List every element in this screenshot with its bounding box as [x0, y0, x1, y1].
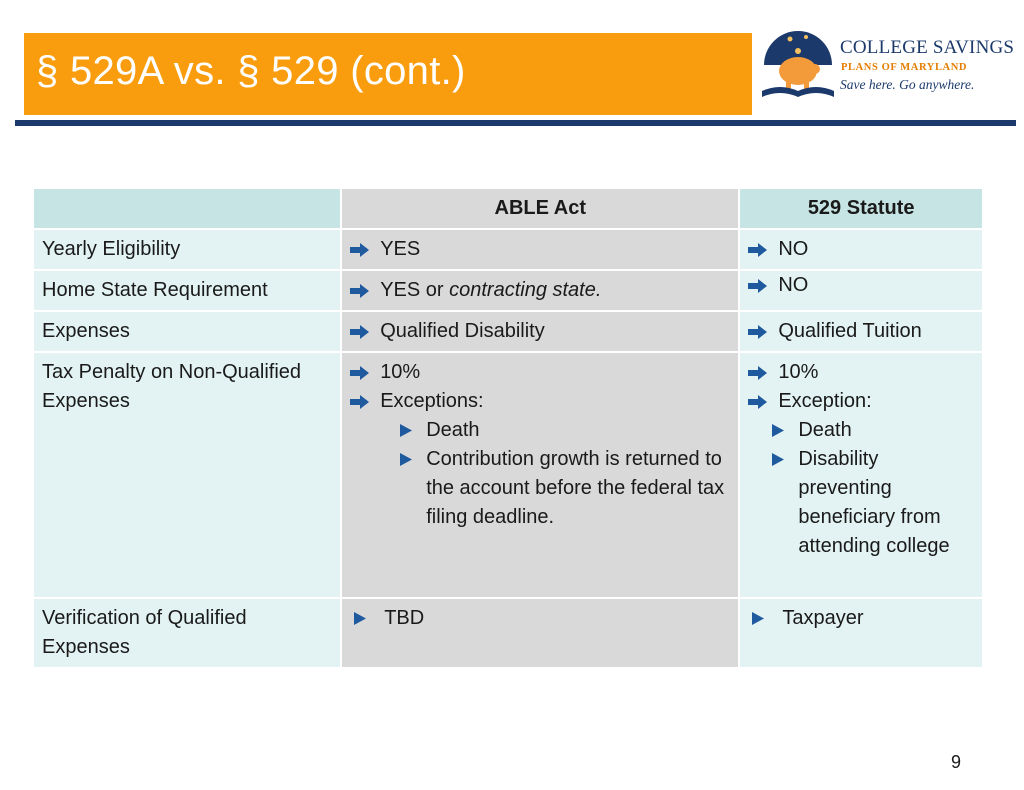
- able-yearly-cell: [342, 230, 738, 269]
- header-able-act: ABLE Act: [342, 189, 738, 228]
- able-penalty-rate: 10%: [380, 361, 421, 383]
- able-exception-item: Contribution growth is returned to the account before the federal tax filing deadline.: [426, 448, 725, 528]
- s529-exception-item: Disability preventing beneficiary from attending college: [798, 448, 950, 557]
- table-row: [34, 353, 982, 597]
- triangle-bullet-icon: [772, 416, 798, 445]
- row-label-tax-penalty: Tax Penalty on Non-Qualified Expenses: [34, 353, 340, 597]
- header-rule: [15, 120, 1016, 126]
- s529-expenses-value: Qualified Tuition: [778, 320, 922, 342]
- table-row: [34, 230, 982, 269]
- s529-exception-label: Exception:: [778, 390, 872, 412]
- s529-expenses-cell: [740, 312, 982, 351]
- page-number: 9: [951, 752, 962, 772]
- arrow-bullet-icon: [748, 235, 778, 264]
- able-tax-penalty-cell: [342, 353, 738, 597]
- s529-verification-cell: [740, 599, 982, 667]
- triangle-bullet-icon: [772, 445, 798, 474]
- row-label-verification: Verification of Qualified Expenses: [34, 599, 340, 667]
- s529-yearly-value: NO: [778, 238, 809, 260]
- table-header-row: [34, 189, 982, 228]
- arrow-bullet-icon: [350, 358, 380, 387]
- arrow-bullet-icon: [748, 358, 778, 387]
- arrow-bullet-icon: [350, 276, 380, 305]
- arrow-bullet-icon: [748, 387, 778, 416]
- header-blank-cell: [34, 189, 340, 228]
- logo-subtitle: PLANS OF MARYLAND: [841, 62, 968, 73]
- s529-penalty-rate: 10%: [778, 361, 819, 383]
- able-expenses-value: Qualified Disability: [380, 320, 545, 342]
- title-bar: [24, 33, 752, 115]
- s529-tax-penalty-cell: [740, 353, 982, 597]
- able-home-state-italic: contracting state.: [449, 279, 602, 301]
- college-savings-logo: [758, 25, 1018, 105]
- triangle-bullet-icon: [400, 416, 426, 445]
- piggy-bank-book-icon: [758, 25, 838, 101]
- arrow-bullet-icon: [748, 271, 778, 300]
- header-529-statute: 529 Statute: [740, 189, 982, 228]
- s529-home-state-cell: [740, 271, 982, 310]
- logo-tagline: Save here. Go anywhere.: [840, 77, 975, 92]
- slide-title: § 529A vs. § 529 (cont.): [36, 49, 466, 93]
- arrow-bullet-icon: [350, 235, 380, 264]
- s529-yearly-cell: [740, 230, 982, 269]
- arrow-bullet-icon: [748, 317, 778, 346]
- comparison-table: [32, 187, 984, 669]
- triangle-bullet-icon: [748, 604, 782, 633]
- able-verification-cell: [342, 599, 738, 667]
- able-exception-item: Death: [426, 419, 480, 441]
- s529-verification-value: Taxpayer: [782, 607, 864, 629]
- arrow-bullet-icon: [350, 317, 380, 346]
- arrow-bullet-icon: [350, 387, 380, 416]
- s529-home-state-value: NO: [778, 274, 809, 296]
- able-expenses-cell: [342, 312, 738, 351]
- table-row: [34, 312, 982, 351]
- able-home-state-cell: [342, 271, 738, 310]
- triangle-bullet-icon: [400, 445, 426, 474]
- row-label-yearly: Yearly Eligibility: [34, 230, 340, 269]
- table-row: [34, 599, 982, 667]
- able-yearly-value: YES: [380, 238, 421, 260]
- table-row: [34, 271, 982, 310]
- s529-exception-item: Death: [798, 419, 852, 441]
- able-home-state-prefix: YES or: [380, 279, 450, 301]
- able-verification-value: TBD: [384, 607, 425, 629]
- row-label-home-state: Home State Requirement: [34, 271, 340, 310]
- logo-brand: COLLEGE SAVINGS: [840, 37, 1015, 58]
- able-exceptions-label: Exceptions:: [380, 390, 484, 412]
- triangle-bullet-icon: [350, 604, 384, 633]
- row-label-expenses: Expenses: [34, 312, 340, 351]
